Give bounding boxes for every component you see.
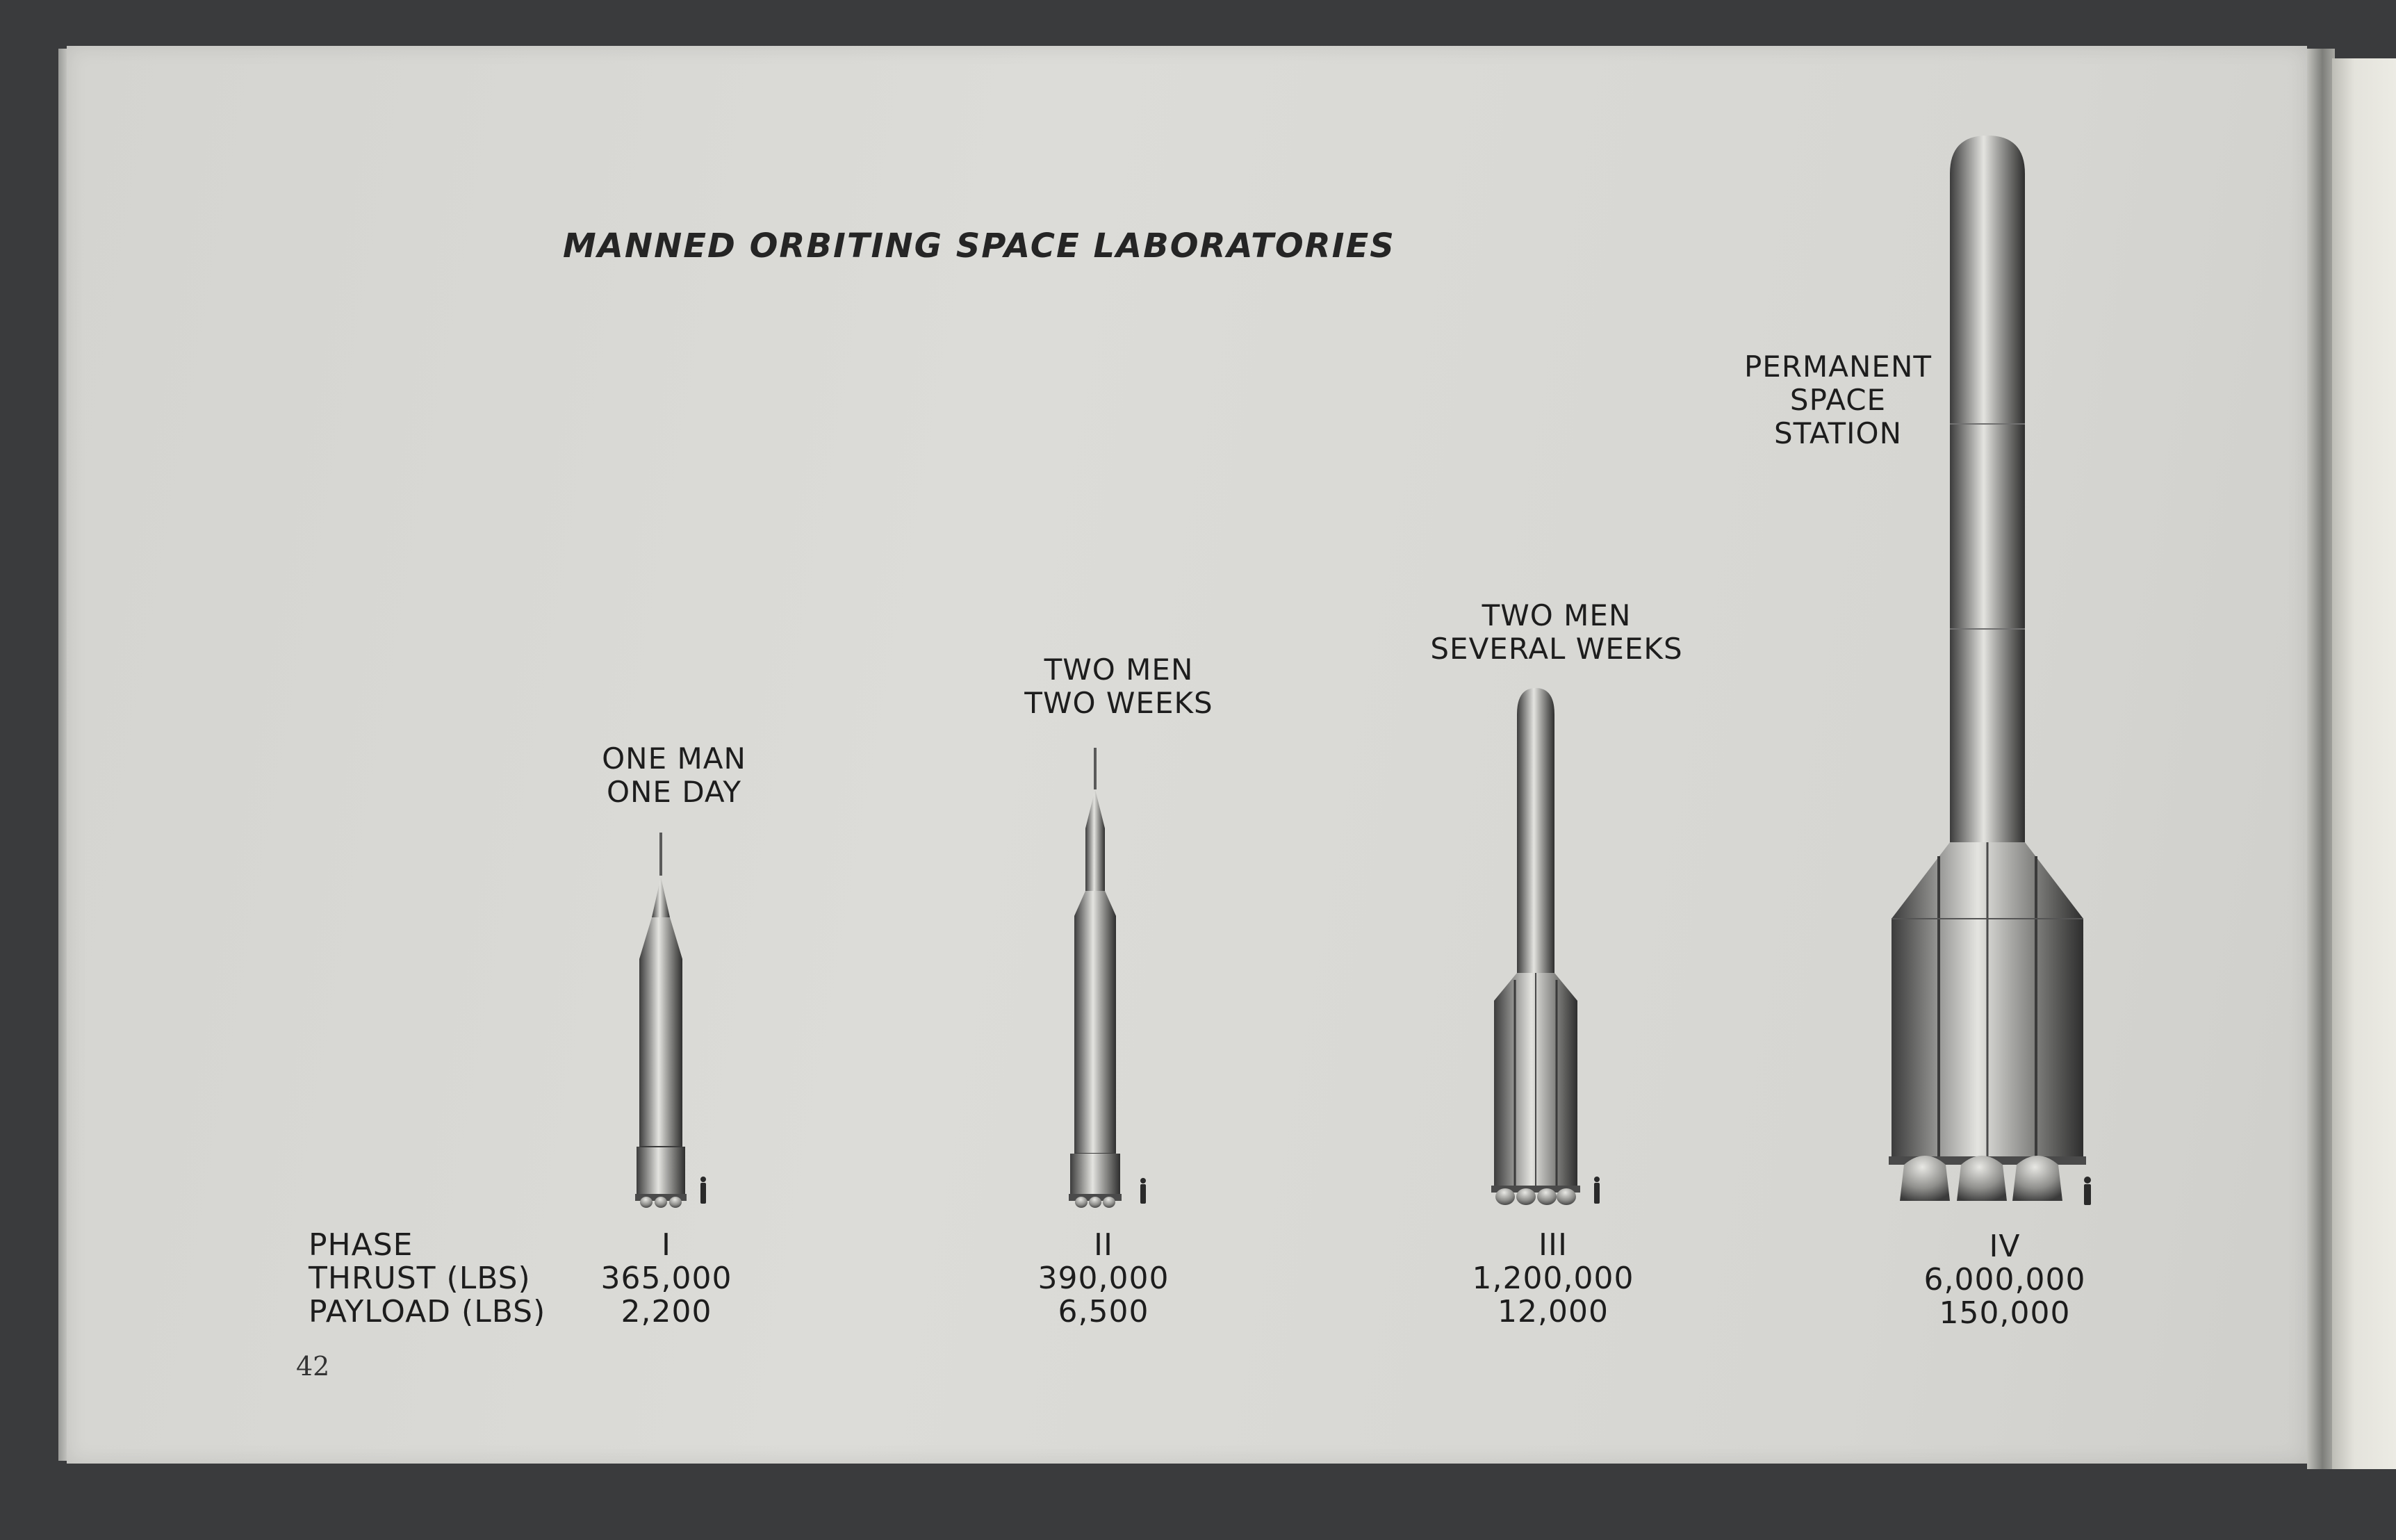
page-title: MANNED ORBITING SPACE LABORATORIES — [563, 227, 1395, 265]
caption-line: ONE MAN — [602, 742, 746, 776]
rocket-2-nozzle — [1075, 1197, 1088, 1208]
data-column-phase-3 — [1459, 1229, 1647, 1329]
caption-line: STATION — [1773, 416, 1903, 450]
page-number: 42 — [296, 1351, 330, 1382]
thrust-value: 365,000 — [600, 1261, 732, 1296]
phase-value: IV — [1989, 1229, 2021, 1264]
rocket-4-upper-stage — [1950, 136, 2025, 842]
rocket-phase-4 — [1889, 136, 2091, 1205]
data-column-phase-4 — [1911, 1230, 2099, 1330]
row-label-payload: PAYLOAD (LBS) — [309, 1294, 546, 1329]
phase-value: III — [1538, 1227, 1568, 1263]
rocket-1-nozzle — [640, 1197, 653, 1208]
data-column-phase-2 — [1026, 1229, 1181, 1329]
rocket-phase-2 — [1069, 748, 1146, 1208]
phase-value: I — [662, 1227, 671, 1263]
caption-line: TWO MEN — [1044, 653, 1194, 687]
caption-line: TWO WEEKS — [1024, 686, 1213, 720]
payload-value: 6,500 — [1058, 1294, 1149, 1329]
rocket-3-nozzle — [1495, 1188, 1515, 1205]
rocket-2-escape-tower — [1094, 748, 1097, 789]
thrust-value: 6,000,000 — [1923, 1262, 2086, 1297]
row-labels — [309, 1229, 545, 1329]
caption-phase-3 — [1411, 599, 1702, 666]
rocket-phase-1 — [635, 833, 706, 1208]
rocket-phase-3 — [1491, 688, 1600, 1205]
payload-value: 2,200 — [621, 1294, 712, 1329]
rocket-1-capsule — [639, 917, 682, 959]
rocket-3-upper-stage — [1517, 688, 1554, 973]
rocket-4-nozzle — [1900, 1156, 1950, 1201]
human-scale-figure — [1594, 1177, 1600, 1204]
caption-phase-1 — [582, 742, 766, 809]
human-scale-figure — [2084, 1177, 2091, 1205]
payload-value: 12,000 — [1498, 1294, 1609, 1329]
row-label-thrust: THRUST (LBS) — [309, 1261, 531, 1296]
row-label-phase: PHASE — [309, 1227, 413, 1263]
rocket-2-nose-cone — [1085, 789, 1105, 828]
caption-line: PERMANENT — [1743, 350, 1933, 384]
rocket-1-escape-tower — [659, 833, 662, 876]
caption-line: ONE DAY — [606, 775, 742, 809]
rocket-2-fins — [1070, 1154, 1120, 1195]
rocket-1-nose-cone — [652, 877, 670, 917]
caption-line: TWO MEN — [1482, 598, 1632, 632]
thrust-value: 1,200,000 — [1472, 1261, 1634, 1296]
phase-value: II — [1094, 1227, 1113, 1263]
caption-phase-4 — [1730, 350, 1946, 450]
rocket-2-upper-stage — [1085, 828, 1105, 891]
human-scale-figure — [1140, 1178, 1146, 1204]
caption-line: SPACE — [1789, 383, 1887, 417]
payload-value: 150,000 — [1939, 1295, 2071, 1331]
data-column-phase-1 — [588, 1229, 745, 1329]
caption-phase-2 — [1001, 653, 1237, 720]
human-scale-figure — [700, 1177, 706, 1204]
rocket-1-fins — [637, 1147, 685, 1195]
thrust-value: 390,000 — [1037, 1261, 1170, 1296]
caption-line: SEVERAL WEEKS — [1430, 632, 1683, 666]
